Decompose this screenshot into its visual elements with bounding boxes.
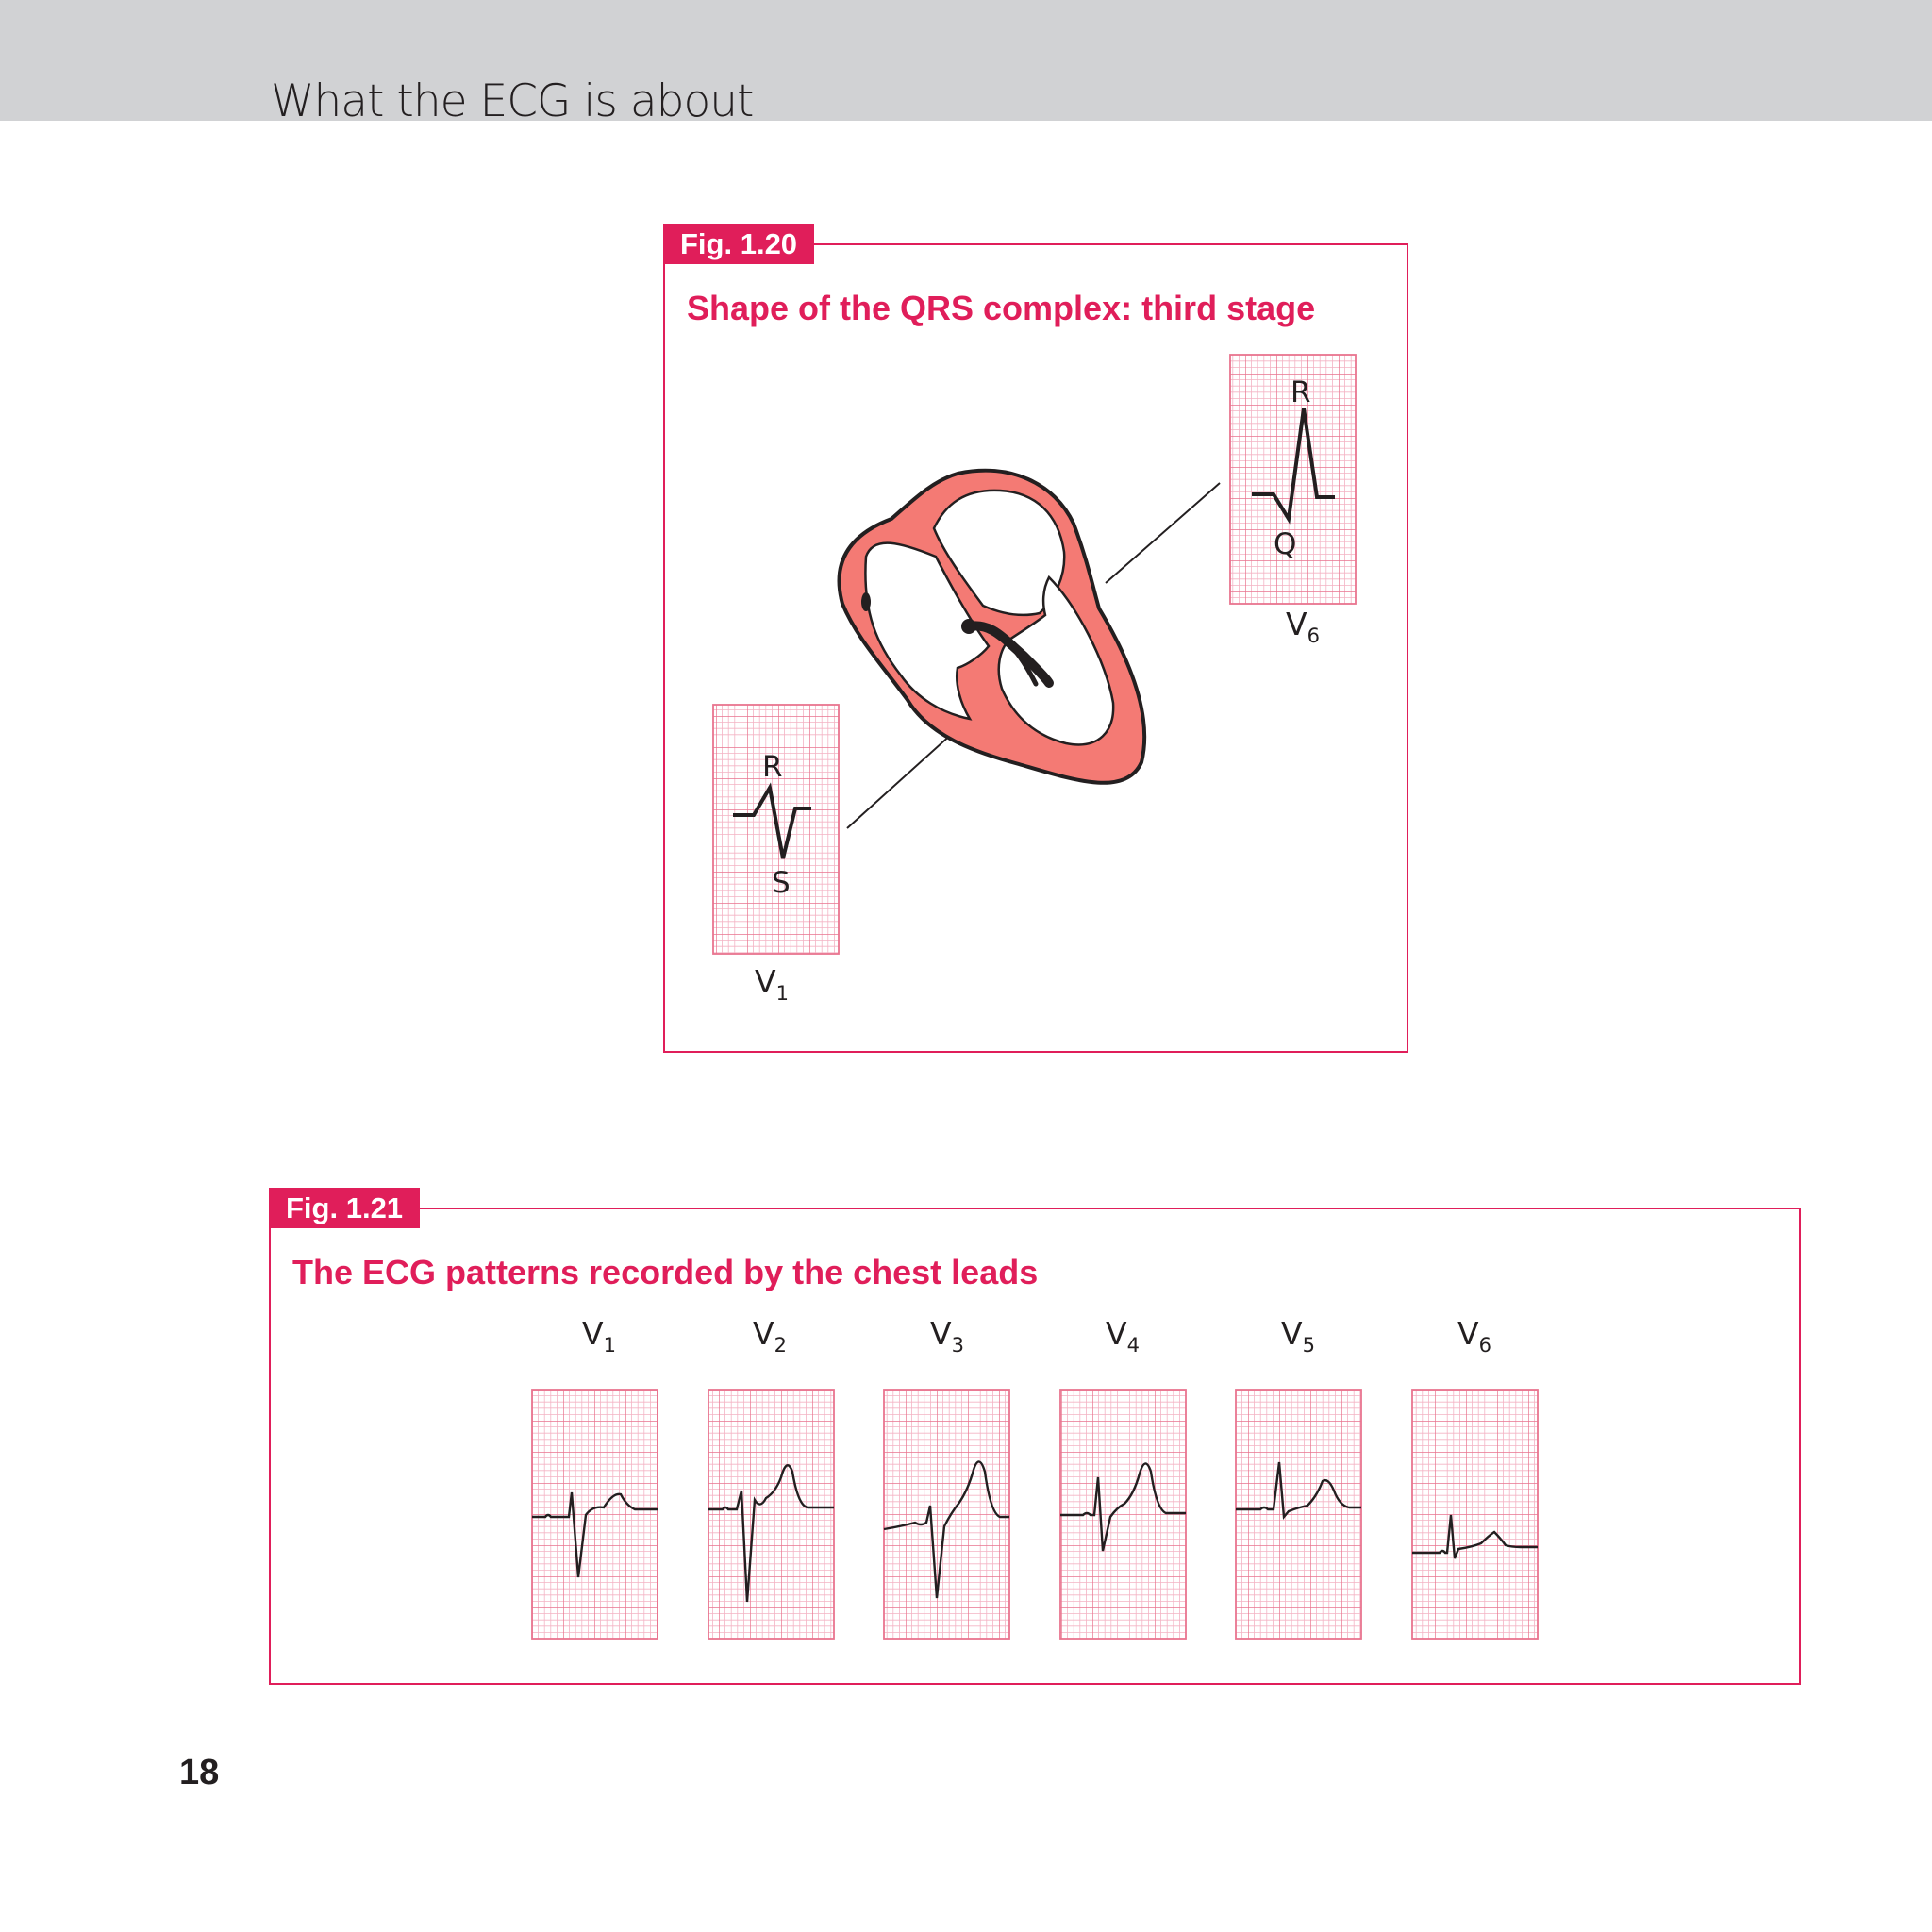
figure-label: Fig. 1.20 bbox=[663, 224, 814, 264]
lead-label: $V_4$ bbox=[1106, 1315, 1140, 1357]
lead-label: $V_6$ bbox=[1457, 1315, 1491, 1357]
page-number: 18 bbox=[179, 1753, 220, 1792]
ecg-strip-v1-fig20 bbox=[713, 705, 839, 954]
lead-label: $V_1$ bbox=[582, 1315, 616, 1357]
lead-label: $V_3$ bbox=[930, 1315, 964, 1357]
leader-line-v1 bbox=[847, 724, 962, 828]
r-wave-label-v1: R bbox=[762, 750, 783, 784]
r-wave-label-v6: R bbox=[1291, 375, 1311, 409]
figure-title: Shape of the QRS complex: third stage bbox=[687, 289, 1316, 327]
lead-label: $V_2$ bbox=[753, 1315, 787, 1357]
leader-line-v6 bbox=[1106, 483, 1220, 583]
sa-node bbox=[861, 592, 871, 611]
q-wave-label-v6: Q bbox=[1274, 527, 1297, 561]
lead-label-v1: $V_1$ bbox=[755, 963, 789, 1005]
lead-label-v6: $V_6$ bbox=[1286, 606, 1320, 647]
s-wave-label-v1: S bbox=[772, 866, 791, 900]
heart-shape bbox=[840, 471, 1145, 783]
lead-label: $V_5$ bbox=[1281, 1315, 1315, 1357]
figure-title: The ECG patterns recorded by the chest leads bbox=[292, 1253, 1039, 1291]
figure-label: Fig. 1.21 bbox=[269, 1188, 420, 1228]
av-node bbox=[961, 619, 976, 634]
chapter-title: What the ECG is about bbox=[271, 75, 754, 127]
